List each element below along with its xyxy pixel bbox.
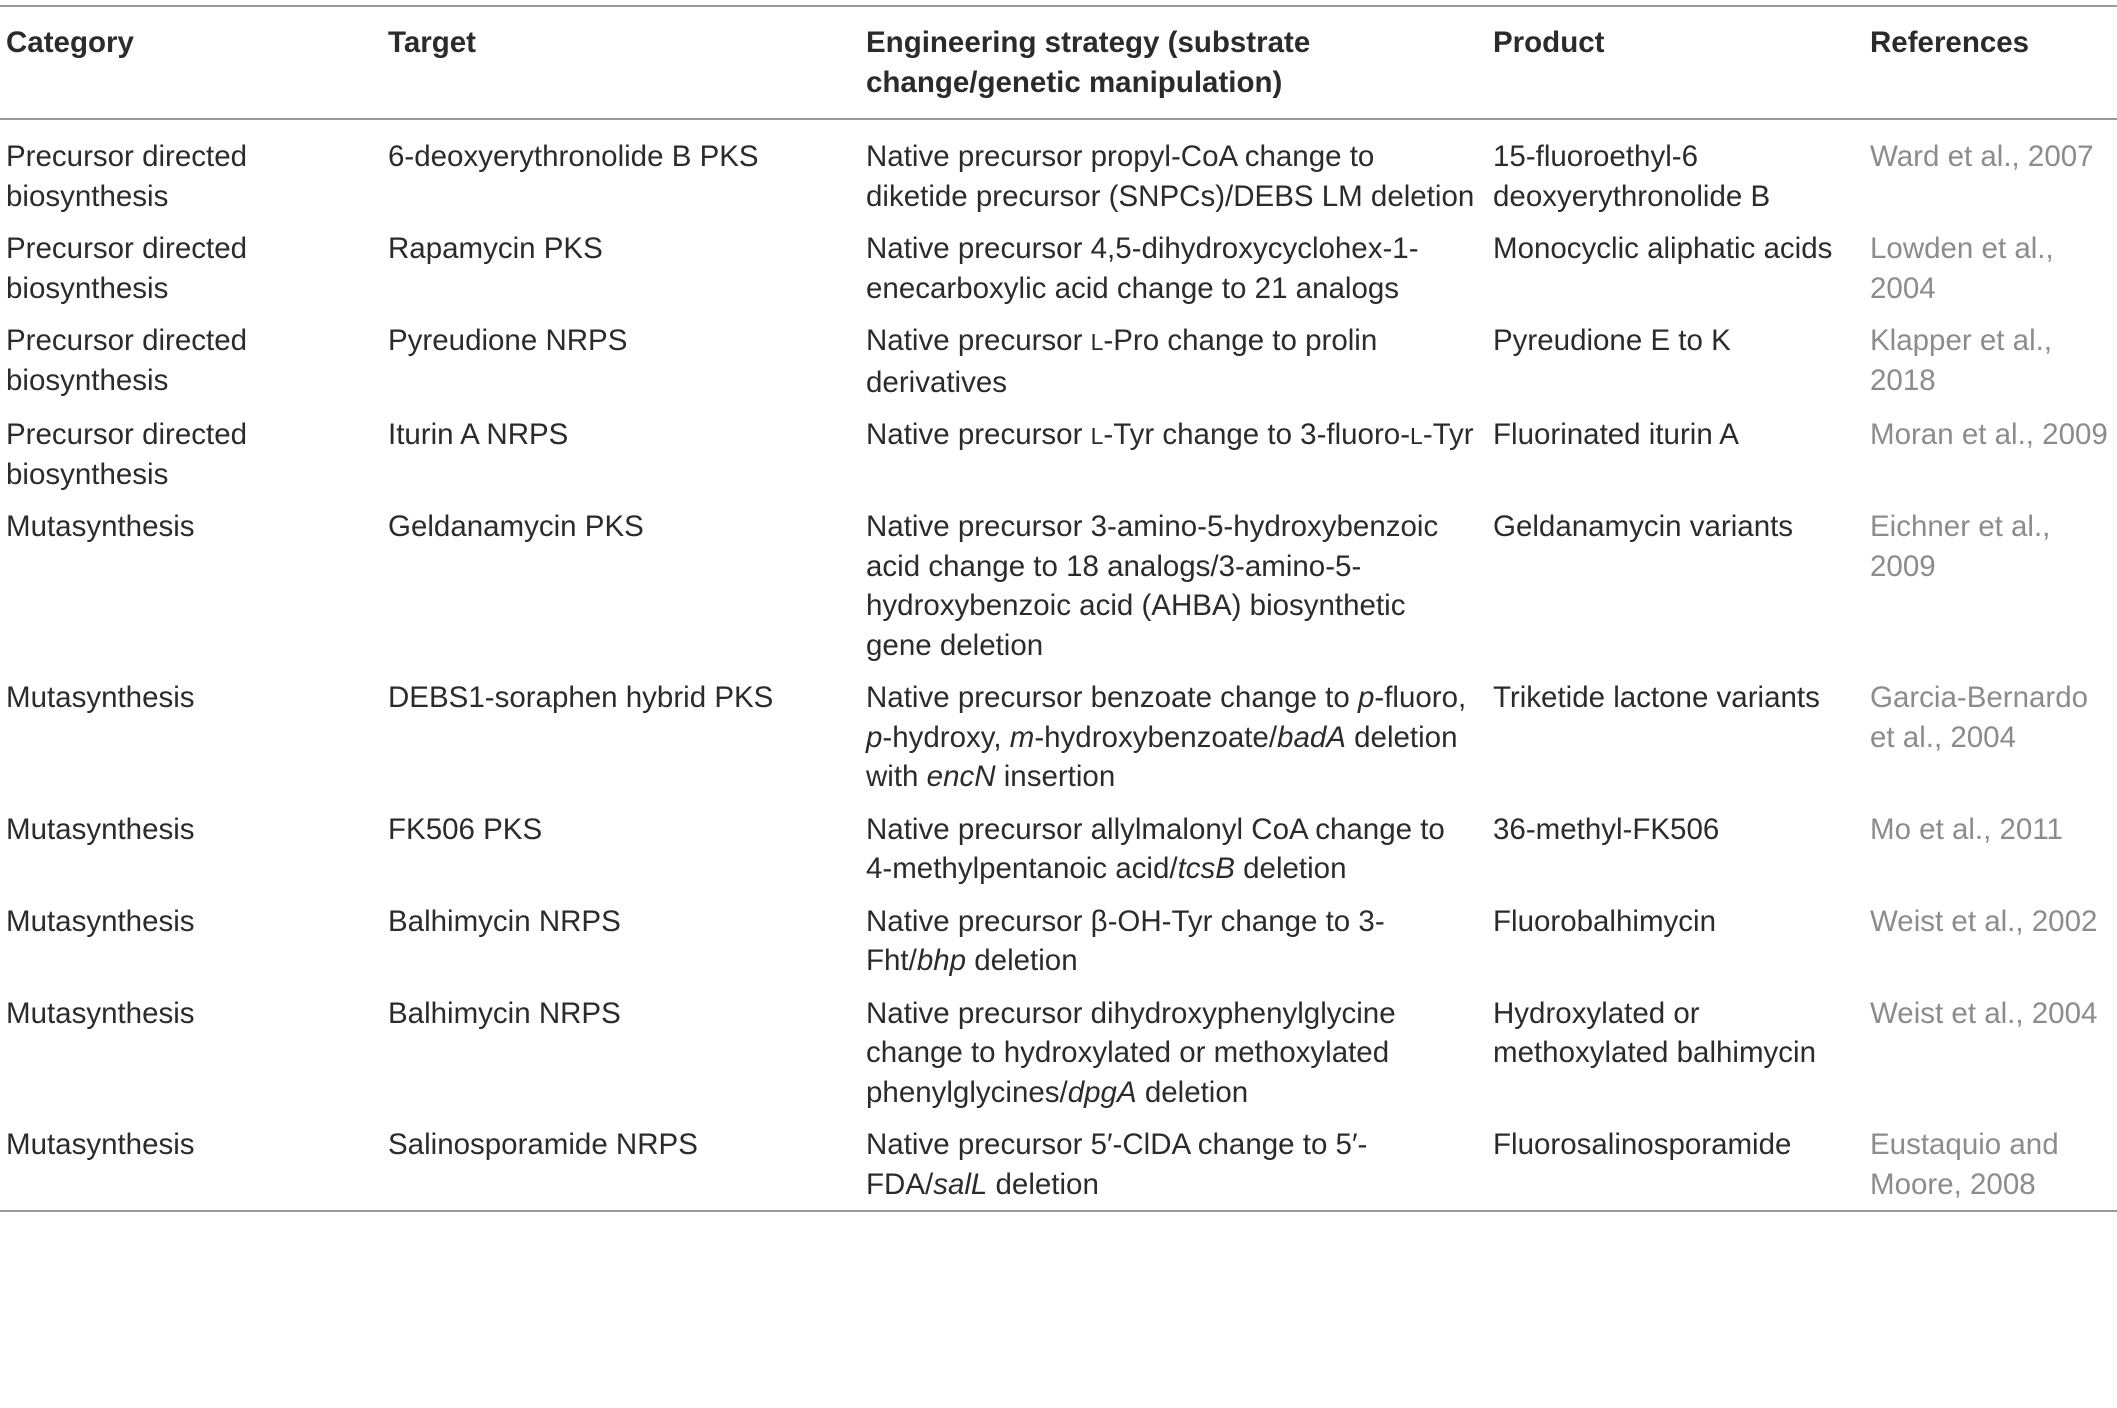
- cell-reference: Eustaquio and Moore, 2008: [1870, 1128, 2059, 1201]
- cell-reference: Moran et al., 2009: [1870, 418, 2108, 451]
- strategy-text-segment: L: [1090, 423, 1104, 449]
- cell-category: Precursor directed biosynthesis: [6, 324, 248, 397]
- strategy-text-segment: Native precursor dihydroxyphenylglycine change to hydroxylated or methoxylated phenylglycines/: [866, 996, 1396, 1109]
- cell-product: 15-fluoroethyl-6 deoxyerythronolide B: [1493, 140, 1771, 213]
- cell-target: Balhimycin NRPS: [388, 904, 621, 938]
- cell-strategy: [860, 987, 1487, 1119]
- strategy-text-segment: deletion: [1136, 1075, 1249, 1109]
- strategy-text-segment: encN: [926, 760, 996, 793]
- strategy-text-segment: -hydroxybenzoate/: [1034, 720, 1278, 754]
- cell-category: Mutasynthesis: [6, 812, 195, 846]
- strategy-text-segment: -hydroxy,: [882, 720, 1010, 754]
- cell-strategy: [860, 408, 1487, 500]
- table-row: [0, 671, 2117, 803]
- strategy-text-segment: -Tyr: [1422, 418, 1474, 451]
- cell-reference: Weist et al., 2004: [1870, 996, 2098, 1030]
- data-table: [0, 5, 2117, 1212]
- cell-strategy: [860, 803, 1487, 895]
- strategy-text-segment: m: [1009, 720, 1035, 754]
- cell-reference: Eichner et al., 2009: [1870, 510, 2051, 583]
- header-target: Target: [388, 26, 476, 59]
- cell-reference: Ward et al., 2007: [1870, 140, 2094, 173]
- strategy-text-segment: Native precursor: [866, 324, 1091, 357]
- strategy-text-segment: bhp: [916, 944, 967, 977]
- strategy-text-segment: Native precursor 5′-ClDA change to 5′-FDA/: [866, 1128, 1368, 1201]
- cell-strategy: [860, 314, 1487, 408]
- strategy-text-segment: deletion with: [866, 720, 1458, 793]
- header-references: References: [1870, 26, 2030, 59]
- cell-category: Mutasynthesis: [6, 681, 195, 714]
- cell-reference: Mo et al., 2011: [1870, 812, 2063, 846]
- strategy-text-segment: tcsB: [1177, 852, 1235, 885]
- cell-strategy: [860, 895, 1487, 987]
- cell-target: Salinosporamide NRPS: [388, 1128, 698, 1161]
- header-strategy: Engineering strategy (substrate change/genetic manipulation): [866, 26, 1311, 99]
- strategy-text-segment: Native precursor: [866, 418, 1091, 451]
- cell-category: Precursor directed biosynthesis: [6, 418, 248, 491]
- strategy-text-segment: -Tyr change to 3-fluoro-: [1103, 418, 1411, 451]
- strategy-text-segment: Native precursor propyl-CoA change to diketide precursor (SNPCs)/DEBS LM deletion: [866, 140, 1475, 213]
- cell-strategy: [860, 222, 1487, 314]
- strategy-text-segment: -fluoro,: [1374, 681, 1467, 714]
- strategy-text-segment: dpgA: [1067, 1075, 1137, 1109]
- table-row: [0, 803, 2117, 895]
- strategy-text-segment: salL: [933, 1167, 988, 1201]
- strategy-text-segment: Native precursor allylmalonyl CoA change to 4-methylpentanoic acid/: [866, 812, 1445, 885]
- cell-category: Mutasynthesis: [6, 510, 195, 543]
- cell-category: Mutasynthesis: [6, 904, 195, 938]
- strategy-text-segment: L: [1410, 423, 1423, 449]
- cell-strategy: [860, 1118, 1487, 1211]
- cell-category: Precursor directed biosynthesis: [6, 232, 248, 305]
- strategy-text-segment: Native precursor benzoate change to: [866, 681, 1358, 714]
- strategy-text-segment: badA: [1277, 720, 1346, 754]
- cell-target: FK506 PKS: [388, 812, 543, 846]
- cell-reference: Garcia-Bernardo et al., 2004: [1870, 681, 2089, 754]
- cell-product: 36-methyl-FK506: [1493, 812, 1720, 846]
- strategy-text-segment: p: [1357, 681, 1375, 714]
- strategy-text-segment: deletion: [966, 944, 1078, 977]
- strategy-text-segment: Native precursor 4,5-dihydroxycyclohex-1-enecarboxylic acid change to 21 analogs: [866, 232, 1419, 305]
- strategy-text-segment: -Pro change to prolin derivatives: [866, 324, 1378, 399]
- strategy-text-segment: deletion: [987, 1167, 1099, 1201]
- cell-strategy: [860, 119, 1487, 222]
- cell-category: Mutasynthesis: [6, 1128, 195, 1161]
- cell-reference: Klapper et al., 2018: [1870, 324, 2053, 397]
- cell-target: Balhimycin NRPS: [388, 996, 621, 1030]
- cell-category: Precursor directed biosynthesis: [6, 140, 248, 213]
- cell-strategy: [860, 671, 1487, 803]
- cell-reference: Lowden et al., 2004: [1870, 232, 2054, 305]
- cell-target: Rapamycin PKS: [388, 232, 603, 265]
- cell-product: Fluorobalhimycin: [1493, 904, 1716, 938]
- header-product: Product: [1493, 26, 1605, 59]
- cell-product: Fluorosalinosporamide: [1493, 1128, 1792, 1161]
- cell-product: Triketide lactone variants: [1493, 681, 1820, 714]
- cell-reference: Weist et al., 2002: [1870, 904, 2098, 938]
- cell-target: 6-deoxyerythronolide B PKS: [388, 140, 759, 173]
- table-header-row: [0, 6, 2117, 119]
- cell-target: Iturin A NRPS: [388, 418, 569, 451]
- table-row: [0, 408, 2117, 500]
- cell-product: Geldanamycin variants: [1493, 510, 1794, 543]
- cell-target: Geldanamycin PKS: [388, 510, 644, 543]
- cell-category: Mutasynthesis: [6, 996, 195, 1030]
- header-category: Category: [6, 26, 134, 59]
- cell-target: Pyreudione NRPS: [388, 324, 628, 357]
- cell-product: Hydroxylated or methoxylated balhimycin: [1493, 996, 1817, 1069]
- strategy-text-segment: Native precursor β-OH-Tyr change to 3-Fht/: [866, 904, 1385, 977]
- cell-strategy: [860, 500, 1487, 671]
- cell-target: DEBS1-soraphen hybrid PKS: [388, 681, 774, 714]
- table-row: [0, 987, 2117, 1119]
- table-row: [0, 119, 2117, 222]
- strategy-text-segment: p: [866, 720, 883, 754]
- cell-product: Monocyclic aliphatic acids: [1493, 232, 1833, 265]
- table-body: [0, 119, 2117, 1211]
- table-row: [0, 895, 2117, 987]
- cell-product: Pyreudione E to K: [1493, 324, 1731, 357]
- strategy-text-segment: Native precursor 3-amino-5-hydroxybenzoic acid change to 18 analogs/3-amino-5-hydroxybenzoic acid (AHBA) biosynthetic gene deletion: [866, 510, 1439, 662]
- table-row: [0, 500, 2117, 671]
- strategy-text-segment: deletion: [1234, 852, 1347, 885]
- table-row: [0, 1118, 2117, 1211]
- table-row: [0, 314, 2117, 408]
- cell-product: Fluorinated iturin A: [1493, 418, 1739, 451]
- strategy-text-segment: L: [1090, 329, 1104, 355]
- strategy-text-segment: insertion: [995, 760, 1116, 793]
- table-row: [0, 222, 2117, 314]
